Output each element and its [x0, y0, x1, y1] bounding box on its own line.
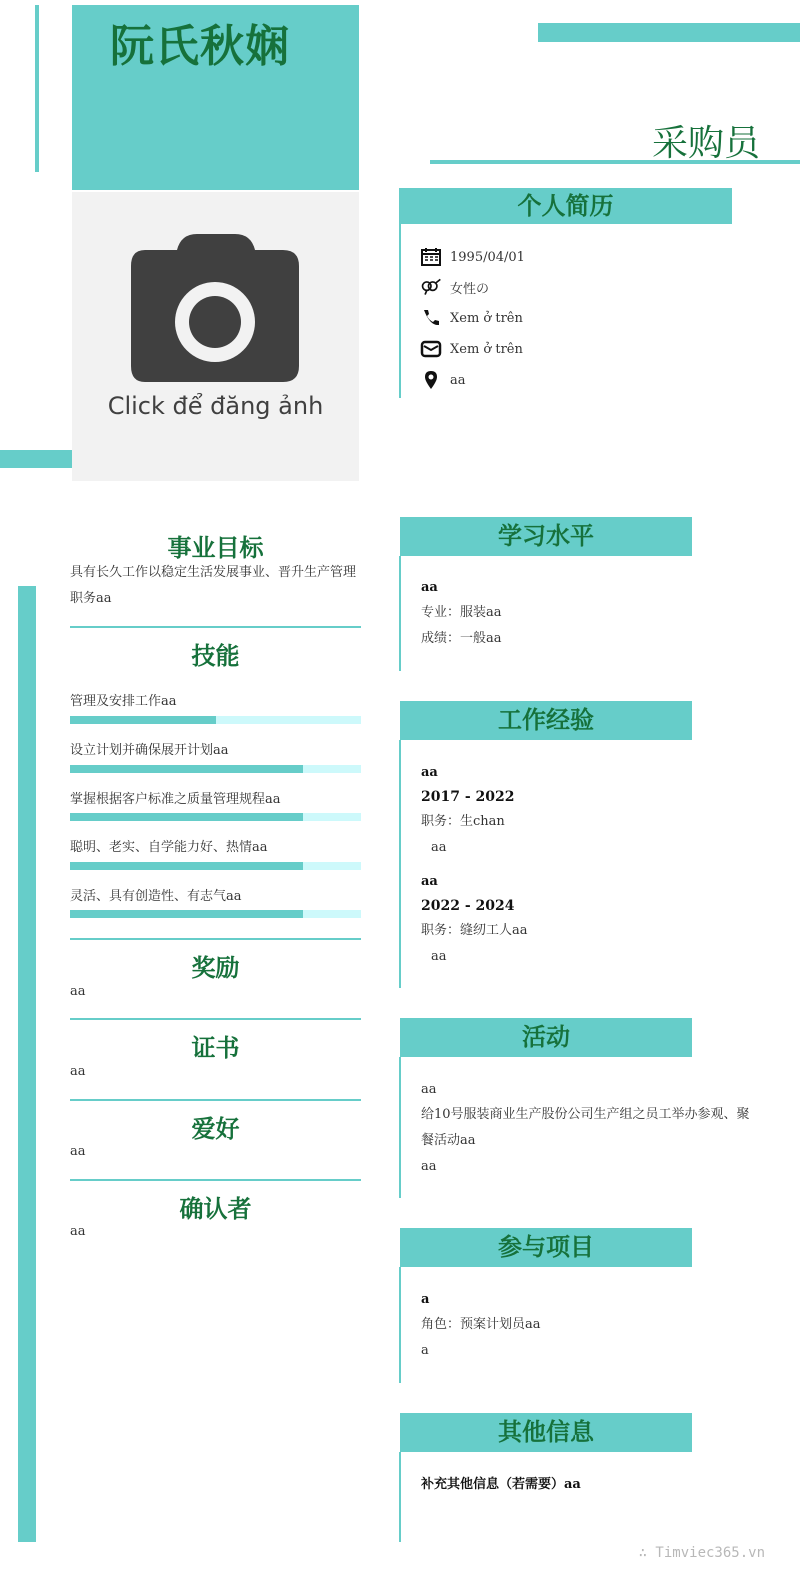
skill-bar-fill	[70, 862, 303, 870]
job-position: 职务：生chan	[421, 814, 505, 829]
phone-icon	[420, 308, 442, 328]
certificates-heading: 证书	[191, 1034, 240, 1062]
photo-caption: Click để đăng ảnh	[107, 392, 324, 420]
photo-upload[interactable]	[72, 192, 359, 481]
activities-line3: aa	[421, 1159, 437, 1174]
info-gender	[420, 275, 489, 299]
other-heading: 其他信息	[400, 1413, 692, 1452]
references-text: aa	[70, 1224, 86, 1239]
info-phone	[420, 306, 523, 330]
job-company: aa	[421, 765, 438, 780]
other-text: 补充其他信息（若需要）aa	[421, 1477, 581, 1492]
candidate-name: 阮氏秋娴	[110, 21, 290, 72]
profile-heading: 个人简历	[399, 188, 732, 224]
job-period: 2022 - 2024	[421, 898, 515, 914]
references-heading: 确认者	[179, 1195, 252, 1223]
skill-bar-fill	[70, 910, 303, 918]
education-school: aa	[421, 580, 438, 595]
experience-vertical-line	[399, 740, 401, 988]
education-major: 专业：服装aa	[421, 605, 502, 620]
divider	[70, 938, 361, 940]
projects-vertical-line	[399, 1267, 401, 1383]
info-value: aa	[450, 372, 466, 388]
job-company: aa	[421, 874, 438, 889]
job-title: 采购员	[651, 123, 760, 164]
divider	[70, 1179, 361, 1181]
top-right-bar	[538, 23, 800, 42]
activities-line2: 给10号服装商业生产股份公司生产组之员工举办参观、聚餐活动aa	[421, 1107, 750, 1148]
skill-bar-fill	[70, 813, 303, 821]
divider	[70, 626, 361, 628]
project-role: 角色：预案计划员aa	[421, 1317, 541, 1332]
skill-label: 设立计划并确保展开计划aa	[70, 743, 229, 758]
project-name: a	[421, 1292, 430, 1307]
location-icon	[420, 370, 442, 390]
divider	[70, 1099, 361, 1101]
objective-heading: 事业目标	[167, 534, 264, 562]
job-desc: aa	[431, 840, 447, 855]
skill-bar-fill	[70, 716, 216, 724]
job-period: 2017 - 2022	[421, 789, 515, 805]
info-value: 女性の	[450, 281, 490, 297]
project-desc: a	[421, 1343, 429, 1358]
divider	[70, 1018, 361, 1020]
calendar-icon	[420, 247, 442, 267]
left-top-vertical-line	[35, 5, 39, 172]
hobbies-heading: 爱好	[191, 1115, 240, 1143]
education-heading: 学习水平	[400, 517, 692, 556]
left-long-vertical-bar	[18, 586, 36, 1542]
certificates-text: aa	[70, 1064, 86, 1079]
left-mid-bar	[0, 450, 72, 468]
info-value: Xem ở trên	[450, 341, 523, 357]
skill-label: 管理及安排工作aa	[70, 694, 177, 709]
info-birthdate	[420, 245, 525, 269]
activities-vertical-line	[399, 1057, 401, 1198]
objective-text: 具有长久工作以稳定生活发展事业、晋升生产管理职务aa	[70, 565, 357, 606]
awards-text: aa	[70, 984, 86, 999]
activities-heading: 活动	[400, 1018, 692, 1057]
skill-bar-fill	[70, 765, 303, 773]
info-email	[420, 337, 523, 361]
site-watermark: ∴ Timviec365.vn	[638, 1545, 765, 1561]
skill-bar	[70, 813, 361, 821]
skill-bar	[70, 716, 361, 724]
education-grade: 成绩：一般aa	[421, 631, 502, 646]
profile-vertical-line	[399, 224, 401, 398]
activities-line1: aa	[421, 1082, 437, 1097]
camera-icon	[129, 232, 301, 384]
skill-label: 掌握根据客户标准之质量管理规程aa	[70, 792, 281, 807]
job-desc: aa	[431, 949, 447, 964]
other-vertical-line	[399, 1452, 401, 1542]
info-value: Xem ở trên	[450, 310, 523, 326]
awards-heading: 奖励	[191, 954, 240, 982]
hobbies-text: aa	[70, 1144, 86, 1159]
education-vertical-line	[399, 556, 401, 671]
skill-label: 聪明、老实、自学能力好、热情aa	[70, 840, 268, 855]
info-value: 1995/04/01	[450, 249, 525, 265]
skill-bar	[70, 765, 361, 773]
projects-heading: 参与项目	[400, 1228, 692, 1267]
skill-bar	[70, 910, 361, 918]
skill-bar	[70, 862, 361, 870]
skills-heading: 技能	[191, 642, 240, 670]
job-position: 职务：缝纫工人aa	[421, 923, 528, 938]
info-address	[420, 368, 466, 392]
experience-heading: 工作经验	[400, 701, 692, 740]
skill-label: 灵活、具有创造性、有志气aa	[70, 889, 242, 904]
email-icon	[420, 339, 442, 359]
gender-icon	[420, 277, 442, 297]
